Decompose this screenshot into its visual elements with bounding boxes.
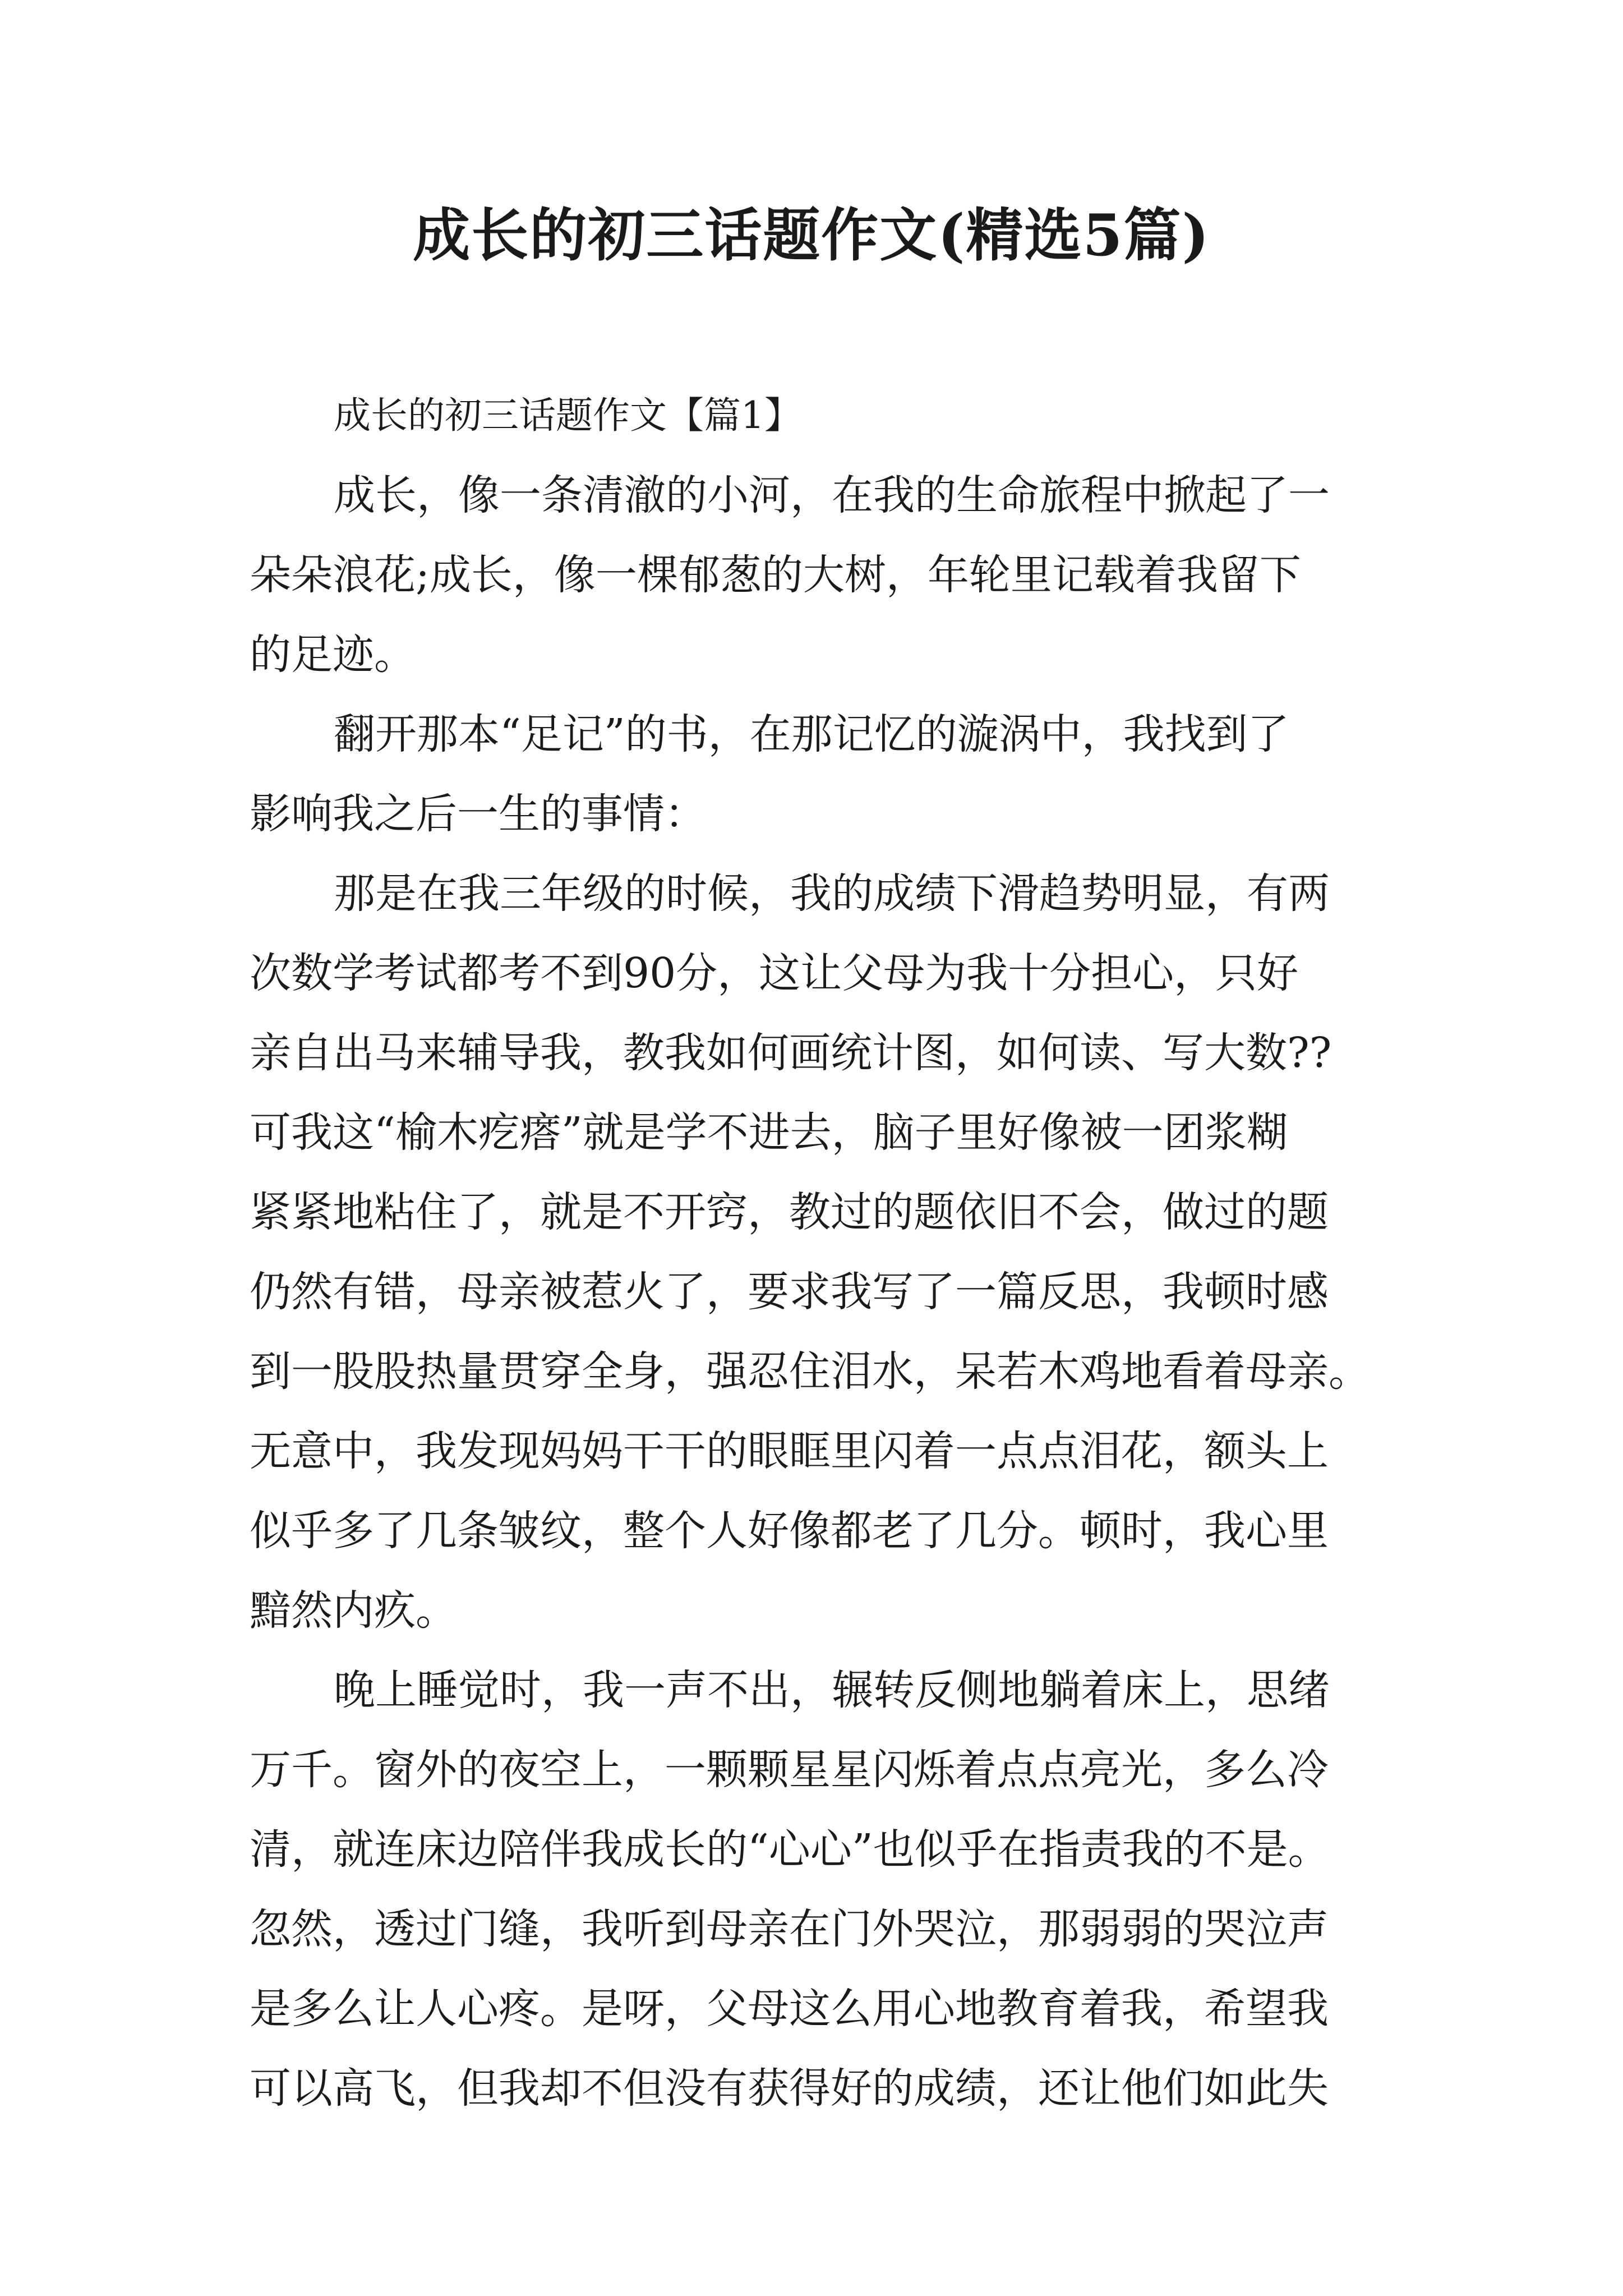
paragraph-4	[250, 1650, 1374, 2128]
text-line: 可以高飞，但我却不但没有获得好的成绩，还让他们如此失	[250, 2064, 1329, 2113]
text-line: 成长，像一条清澈的小河，在我的生命旅程中掀起了一	[334, 471, 1330, 519]
document-title: 成长的初三话题作文(精选5篇)	[413, 202, 1210, 269]
document-body	[250, 376, 1374, 2128]
text-line: 的足迹。	[250, 631, 416, 679]
paragraph-3	[250, 854, 1374, 1650]
text-line: 亲自出马来辅导我，教我如何画统计图，如何读、写大数??	[250, 1029, 1332, 1077]
text-line: 似乎多了几条皱纹，整个人好像都老了几分。顿时，我心里	[250, 1507, 1329, 1555]
text-line: 忽然，透过门缝，我听到母亲在门外哭泣，那弱弱的哭泣声	[250, 1905, 1329, 1953]
text-line: 到一股股热量贯穿全身，强忍住泪水，呆若木鸡地看着母亲。	[250, 1347, 1370, 1396]
text-line: 朵朵浪花;成长，像一棵郁葱的大树，年轮里记载着我留下	[250, 551, 1301, 599]
paragraph-2	[250, 694, 1374, 854]
text-line: 可我这“榆木疙瘩”就是学不进去，脑子里好像被一团浆糊	[250, 1108, 1288, 1157]
text-line: 翻开那本“足记”的书，在那记忆的漩涡中，我找到了	[334, 710, 1289, 758]
text-line: 仍然有错，母亲被惹火了，要求我写了一篇反思，我顿时感	[250, 1268, 1329, 1316]
section-heading: 成长的初三话题作文【篇1】	[334, 394, 801, 437]
text-line: 清，就连床边陪伴我成长的“心心”也似乎在指责我的不是。	[250, 1825, 1330, 1874]
text-line: 是多么让人心疼。是呀，父母这么用心地教育着我，希望我	[250, 1985, 1329, 2033]
text-line: 紧紧地粘住了，就是不开窍，教过的题依旧不会，做过的题	[250, 1188, 1329, 1236]
text-line: 黯然内疚。	[250, 1586, 457, 1635]
text-line: 万千。窗外的夜空上，一颗颗星星闪烁着点点亮光，多么冷	[250, 1746, 1329, 1794]
text-line: 影响我之后一生的事情：	[250, 790, 706, 838]
text-line: 那是在我三年级的时候，我的成绩下滑趋势明显，有两	[334, 869, 1330, 918]
text-line: 次数学考试都考不到90分，这让父母为我十分担心，只好	[250, 949, 1299, 997]
paragraph-1	[250, 455, 1374, 694]
text-line: 晚上睡觉时，我一声不出，辗转反侧地躺着床上，思绪	[334, 1666, 1330, 1714]
text-line: 无意中，我发现妈妈干干的眼眶里闪着一点点泪花，额头上	[250, 1427, 1329, 1475]
